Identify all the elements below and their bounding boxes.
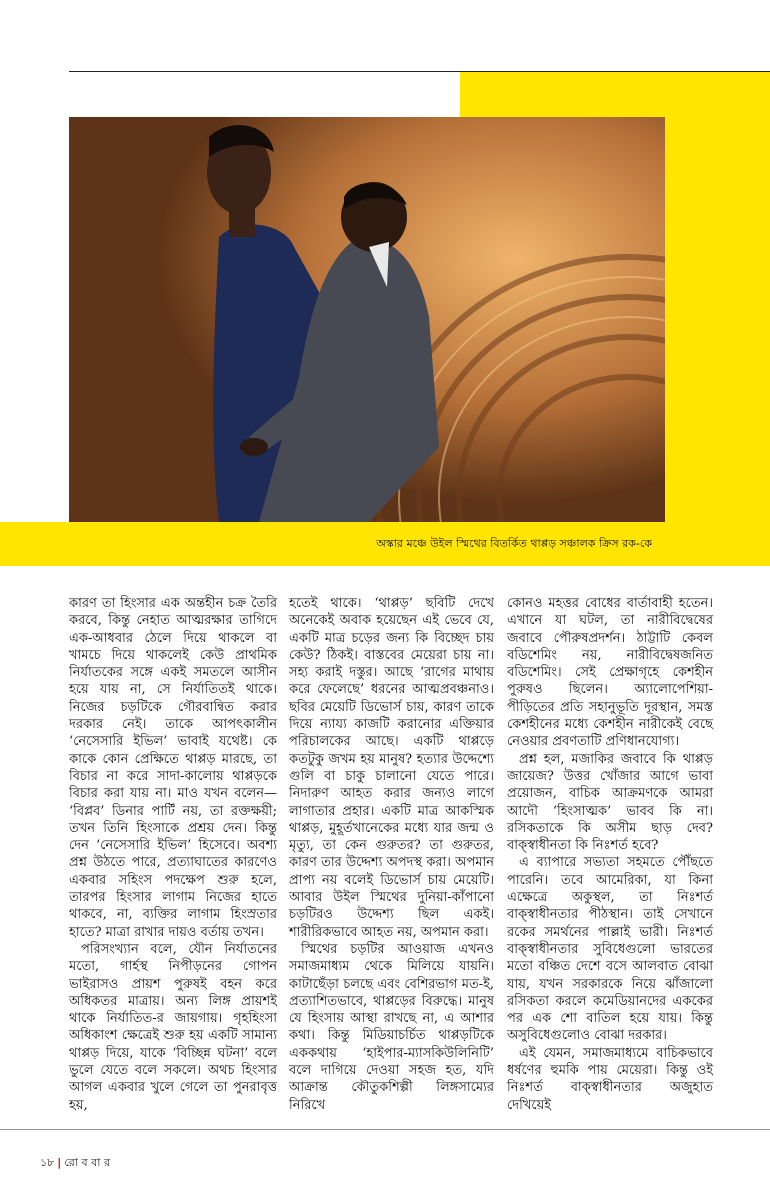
page-footer xyxy=(40,1154,110,1173)
accent-block-top xyxy=(460,72,770,117)
photo-caption-bar xyxy=(0,522,770,566)
photo-caption: অস্কার মঞ্চে উইল স্মিথের বিতর্কিত থাপ্পড় সঞ্চালক ক্রিস রক-কে xyxy=(376,536,652,550)
footer-separator: | xyxy=(57,1156,62,1169)
article-column-1 xyxy=(69,595,277,1114)
footer-rule xyxy=(0,1129,770,1130)
article-photo xyxy=(69,117,665,522)
paragraph: এ ব্যাপারে সভ্যতা সহমতে পৌঁছতে পারেনি। তবে আমেরিকা, যা কিনা এক্ষেত্রে অকুস্থল, তা নিঃশর্ত বাক্স্বাধীনতার পীঠস্থান। তাই সেখানে রকের সমর্থনের পাল্লাই ভারী। নিঃশর্ত বাক্স্বাধীনতার সুবিধেগুলো ভারতের মতো বঞ্চিত দেশে বসে আলবাত বোঝা যায়, যখন সরকারকে নিয়ে ঝাঁজালো রসিকতা করলে কমেডিয়ানদের এককের পর এক শো বাতিল হয়ে যায়। কিন্তু অসুবিধেগুলোও বোঝা দরকার। xyxy=(507,855,713,1044)
article-column-3 xyxy=(507,595,713,1114)
accent-block-side xyxy=(665,117,770,522)
article-column-2 xyxy=(289,595,494,1114)
paragraph: প্রশ্ন হল, মজাকির জবাবে কি থাপ্পড় জায়েজ? উত্তর খোঁজার আগে ভাবা প্রয়োজন, বাচিক আক্রমণকে আমরা আদৌ ‘হিংসাত্মক’ ভাবব কি না। রসিকতাকে কি অসীম ছাড় দেব? বাক্স্বাধীনতা কি নিঃশর্ত হবে? xyxy=(507,751,713,854)
paragraph: পরিসংখ্যান বলে, যৌন নির্যাতনের মতো, গার্হস্থ নিপীড়নের গোপন ভাইরাসও প্রায়শ পুরুষই বহন করে অধিকতর মাত্রায়। অন্য লিঙ্গ প্রায়শই থাকে নির্যাতিত-র জায়গায়। গৃহহিংসা অধিকাংশ ক্ষেত্রেই শুরু হয় একটি সামান্য থাপ্পড় দিয়ে, যাকে ‘বিচ্ছিন্ন ঘটনা’ বলে ভুলে যেতে বলে সকলে। অথচ হিংসার আগল একবার খুলে গেলে তা পুনরাবৃত্ত হয়, xyxy=(69,941,277,1113)
publication-name: রো ব বা র xyxy=(64,1156,110,1169)
paragraph: এই যেমন, সমাজমাধ্যমে বাচিকভাবে ধর্ষণের হুমকি পায় মেয়েরা। কিন্তু ওই নিঃশর্ত বাক্স্বাধীনতার অজুহাত দেখিয়েই xyxy=(507,1045,713,1113)
paragraph: কারণ তা হিংসার এক অন্তহীন চক্র তৈরি করবে, কিন্তু নেহাত আত্মরক্ষার তাগিদে এক-আধবার ঠেলে দিয়ে থাকলে বা খামচে দিয়ে থাকলেই কেউ প্রাথমিক নির্যাতকের সঙ্গে একই সমতলে আসীন হয়ে যায় না, সে নির্যাতিতই থাকে। নিজের চড়টিকে গৌরবান্বিত করার দরকার নেই। তাকে আপৎকালীন ‘নেসেসারি ইভিল’ ভাবাই যথেষ্ট। কে কাকে কোন প্রেক্ষিতে থাপ্পড় মারছে, তা বিচার না করে সাদা-কালোয় থাপ্পড়কে বিচার করা যায় না। মাও যখন বলেন— ‘বিপ্লব’ ডিনার পার্টি নয়, তা রক্তক্ষয়ী; তখন তিনি হিংসাকে প্রশ্রয় দেন। কিন্তু দেন ‘নেসেসারি ইভিল’ হিসেবে। অবশ্য প্রশ্ন উঠতে পারে, প্রত্যাঘাতের কারণেও একবার সহিংস পদক্ষেপ শুরু হলে, তারপর হিংসার লাগাম নিজের হাতে থাকবে, না, ব্যক্তির লাগাম হিংস্রতার হাতে? মাত্রা রাখার দায়ও বর্তায় তখন। xyxy=(69,596,277,940)
paragraph: স্মিথের চড়টির আওয়াজ এখনও সমাজমাধ্যম থেকে মিলিয়ে যায়নি। কাটাছেঁড়া চলছে এবং বেশিরভাগ মত-ই, প্রত্যাশিতভাবে, থাপ্পড়ের বিরুদ্ধে। মানুষ যে হিংসায় আস্থা রাখছে না, এ আশার কথা। কিন্তু মিডিয়াচর্চিত থাপ্পড়টিকে এককথায় ‘হাইপার-ম্যাসকিউলিনিটি’ বলে দাগিয়ে দেওয়া সহজ হত, যদি আক্রান্ত কৌতুকশিল্পী লিঙ্গসাম্যের নিরিখে xyxy=(289,941,494,1113)
paragraph: কোনও মহত্তর বোধের বার্তাবাহী হতেন। এখানে যা ঘটল, তা নারীবিদ্বেষের জবাবে পৌরুষপ্রদর্শন। ঠাট্টাটি কেবল বডিশেমিং নয়, নারীবিদ্বেষজনিত বডিশেমিং। সেই প্রেক্ষাগৃহে কেশহীন পুরুষও ছিলেন। অ্যালোপেশিয়া-পীড়িতের প্রতি সহানুভূতি দূরস্থান, সমস্ত কেশহীনের মধ্যে কেশহীন নারীকেই বেছে নেওয়ার প্রবণতাটি প্রণিধানযোগ্য। xyxy=(507,596,713,750)
page-number: ১৮ xyxy=(40,1156,55,1169)
paragraph: হতেই থাকে। ‘থাপ্পড়’ ছবিটি দেখে অনেকেই অবাক হয়েছেন এই ভেবে যে, একটি মাত্র চড়ের জন্য কি বিচ্ছেদ চায় কেউ? ঠিকই। বাস্তবের মেয়েরা চায় না। সহ্য করাই দস্তুর। আছে ‘রাগের মাথায় করে ফেলেছে’ ধরনের আত্মপ্রবঞ্চনাও। ছবির মেয়েটি ডিভোর্স চায়, কারণ তাকে দিয়ে ন্যায্য কাজটি করানোর এক্তিয়ার পরিচালকের আছে। একটি থাপ্পড়ে কতটুকু জখম হয় মানুষ? হত্যার উদ্দেশ্যে গুলি বা চাকু চালানো যেতে পারে। নিদারুণ আহত করার জন্যও লাগে লাগাতার প্রহার। একটি মাত্র আকস্মিক থাপ্পড়, মুহূর্তখানেকের মধ্যে যার জন্ম ও মৃত্যু, তা কেন গুরুতর? তা গুরুতর, কারণ তার উদ্দেশ্য অপদস্থ করা। অপমান প্রাপ্য নয় বলেই ডিভোর্স চায় মেয়েটি। আবার উইল স্মিথের দুনিয়া-কাঁপানো চড়টিরও উদ্দেশ্য ছিল একই। শারীরিকভাবে আহত নয়, অপমান করা। xyxy=(289,596,494,940)
